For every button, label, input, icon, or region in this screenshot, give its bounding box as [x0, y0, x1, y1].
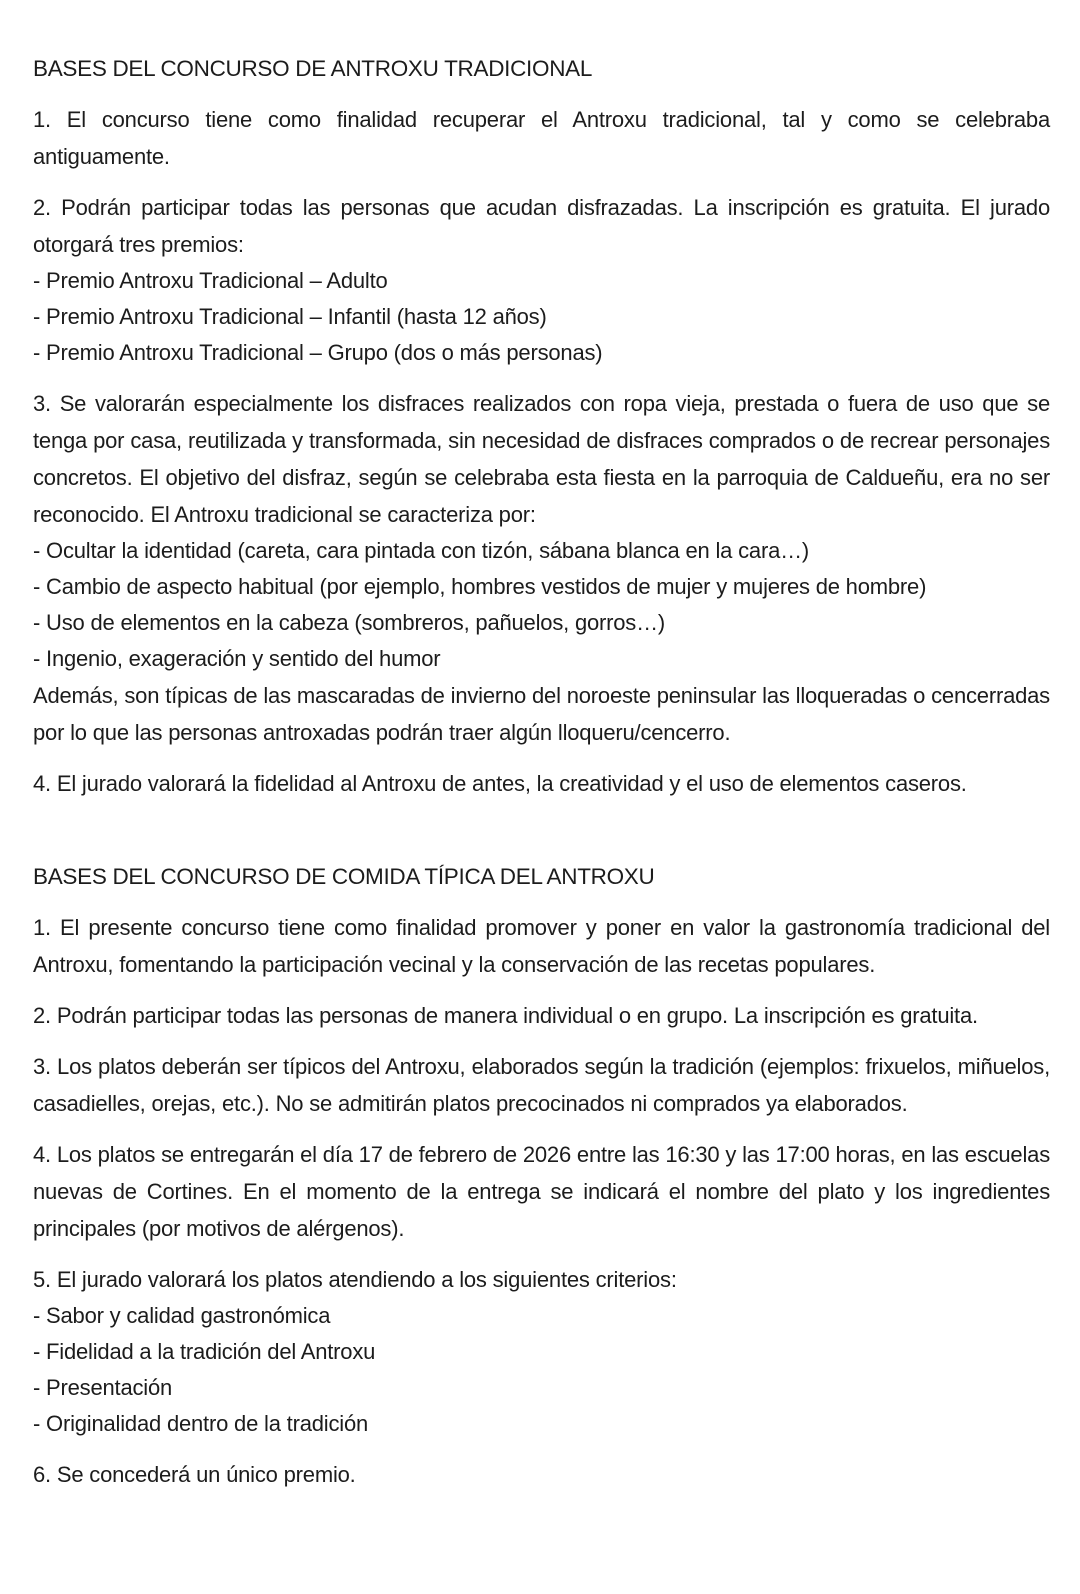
paragraph: 5. El jurado valorará los platos atendiendo a los siguientes criterios: — [33, 1267, 677, 1292]
paragraph-continuation: Además, son típicas de las mascaradas de invierno del noroeste peninsular las lloqueradas o cencerradas por lo que las personas antroxadas podrán traer algún lloqueru/cencerro. — [33, 683, 1050, 745]
paragraph: 2. Podrán participar todas las personas que acudan disfrazadas. La inscripción es gratuita. El jurado otorgará tres premios: — [33, 195, 1050, 257]
list-item: - Originalidad dentro de la tradición — [33, 1411, 369, 1436]
paragraph: 1. El presente concurso tiene como finalidad promover y poner en valor la gastronomía tradicional del Antroxu, fomentando la participación vecinal y la conservación de las recetas populares. — [33, 915, 1050, 977]
section-heading: BASES DEL CONCURSO DE COMIDA TÍPICA DEL ANTROXU — [33, 864, 655, 889]
list-item: - Ocultar la identidad (careta, cara pintada con tizón, sábana blanca en la cara…) — [33, 538, 810, 563]
paragraph: 4. Los platos se entregarán el día 17 de febrero de 2026 entre las 16:30 y las 17:00 horas, en las escuelas nuevas de Cortines. En el momento de la entrega se indicará el nombre del plato y los ingredientes principales (por motivos de alérgenos). — [33, 1142, 1050, 1241]
paragraph: 3. Los platos deberán ser típicos del Antroxu, elaborados según la tradición (ejemplos: frixuelos, miñuelos, casadielles, orejas, etc.). No se admitirán platos precocinados ni comprados ya elaborados. — [33, 1054, 1050, 1116]
list-item: - Premio Antroxu Tradicional – Grupo (dos o más personas) — [33, 340, 603, 365]
paragraph: 6. Se concederá un único premio. — [33, 1462, 356, 1487]
list-item: - Premio Antroxu Tradicional – Infantil (hasta 12 años) — [33, 304, 547, 329]
list-item: - Cambio de aspecto habitual (por ejemplo, hombres vestidos de mujer y mujeres de hombre) — [33, 574, 927, 599]
paragraph: 2. Podrán participar todas las personas de manera individual o en grupo. La inscripción es gratuita. — [33, 1003, 978, 1028]
section-concurso-antroxu-tradicional — [33, 50, 1050, 802]
list-item: - Presentación — [33, 1375, 173, 1400]
section-concurso-comida-tipica — [33, 858, 1050, 1493]
list-item: - Premio Antroxu Tradicional – Adulto — [33, 268, 388, 293]
paragraph: 3. Se valorarán especialmente los disfraces realizados con ropa vieja, prestada o fuera de uso que se tenga por casa, reutilizada y transformada, sin necesidad de disfraces comprados o de recrear personajes concretos. El objetivo del disfraz, según se celebraba esta fiesta en la parroquia de Caldueñu, era no ser reconocido. El Antroxu tradicional se caracteriza por: — [33, 391, 1050, 527]
list-item: - Fidelidad a la tradición del Antroxu — [33, 1339, 376, 1364]
list-item: - Sabor y calidad gastronómica — [33, 1303, 331, 1328]
paragraph: 1. El concurso tiene como finalidad recuperar el Antroxu tradicional, tal y como se celebraba antiguamente. — [33, 107, 1050, 169]
list-item: - Uso de elementos en la cabeza (sombreros, pañuelos, gorros…) — [33, 610, 666, 635]
section-heading: BASES DEL CONCURSO DE ANTROXU TRADICIONAL — [33, 56, 593, 81]
paragraph: 4. El jurado valorará la fidelidad al Antroxu de antes, la creatividad y el uso de elementos caseros. — [33, 771, 967, 796]
list-item: - Ingenio, exageración y sentido del humor — [33, 646, 441, 671]
